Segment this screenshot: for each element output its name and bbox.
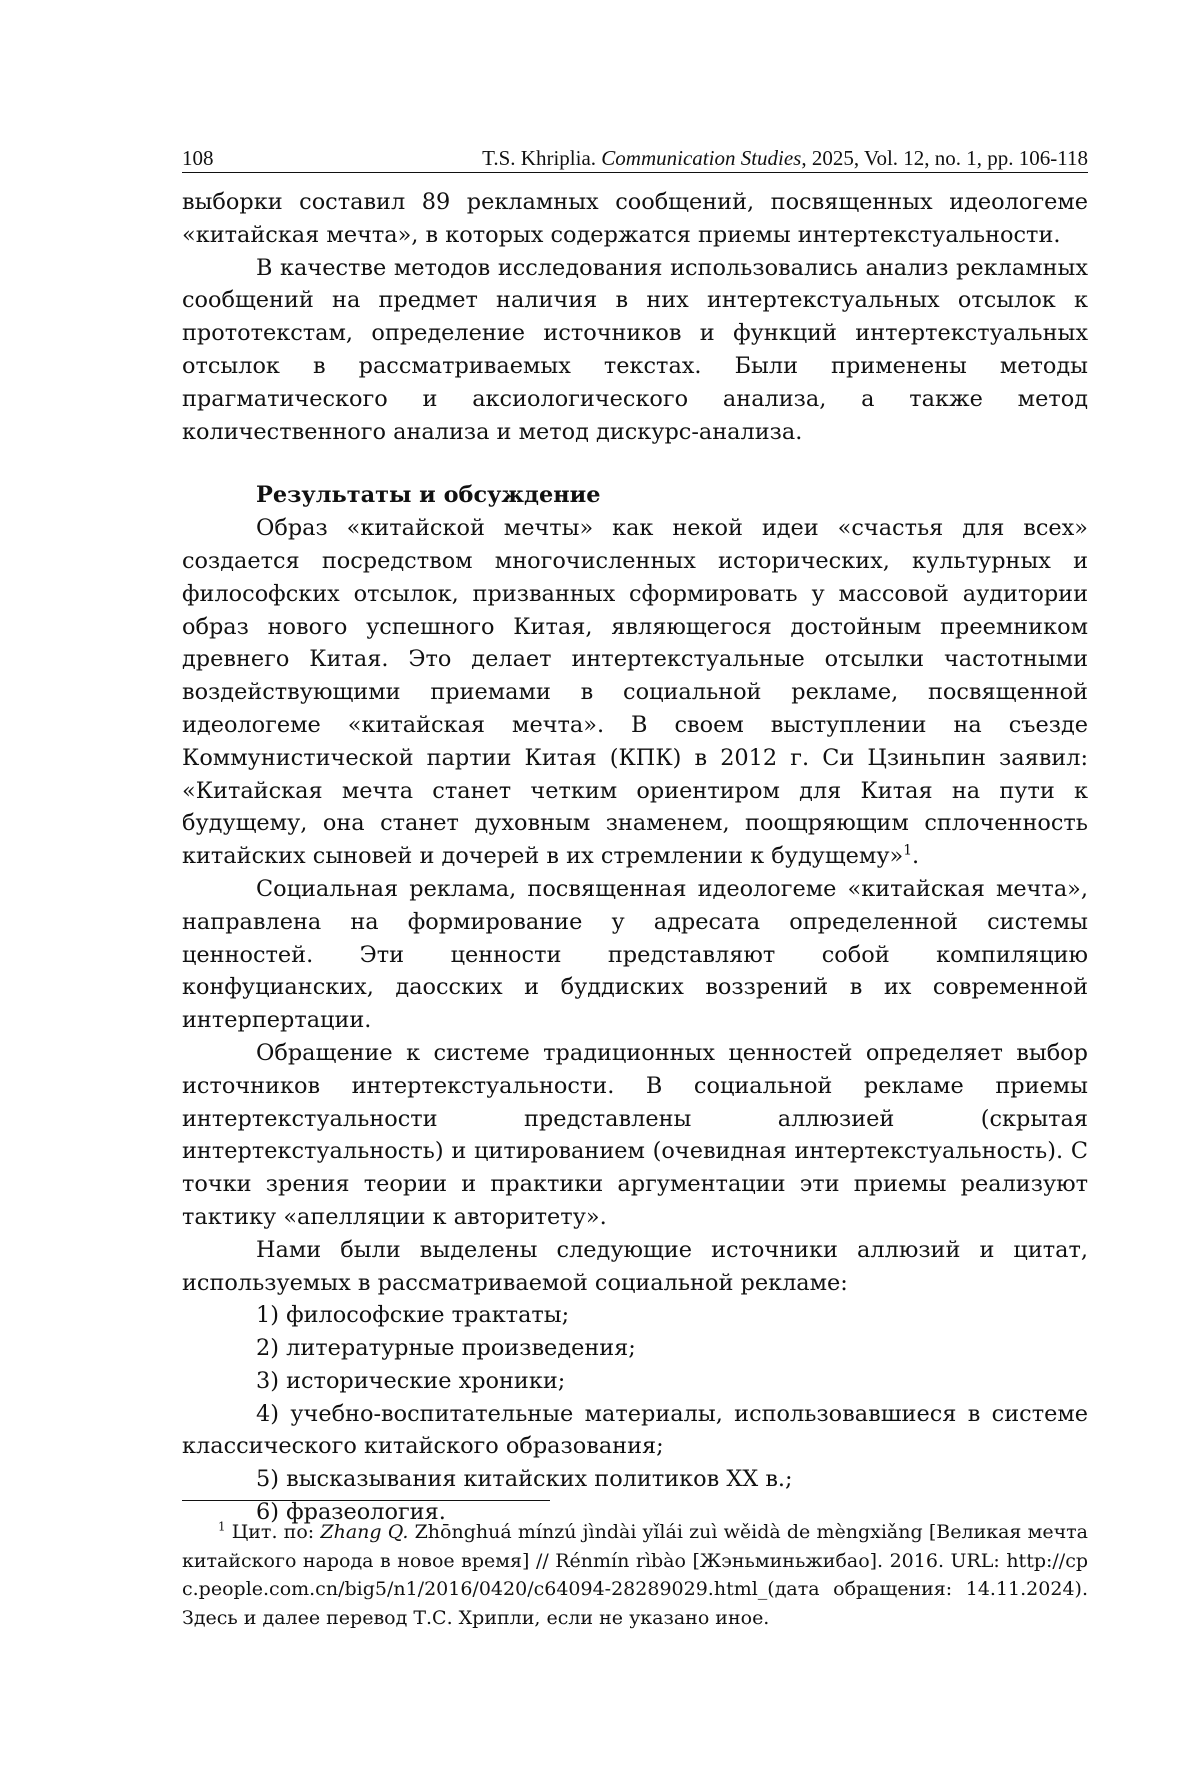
running-head [182,144,1088,172]
header-rule [182,172,1088,173]
list-item: 3) исторические хроники; [256,1367,566,1394]
paragraph-sources-intro: Нами были выделены следующие источники аллюзий и цитат, используемых в рассматриваемой социальной рекламе: [182,1236,1088,1296]
footnote [182,1518,1088,1632]
article-body [182,186,1088,1529]
list-item: 6) фразеология. [256,1499,446,1526]
footnote-author: Zhang Q. [320,1521,409,1543]
paragraph-social-ads: Социальная реклама, посвященная идеологеме «китайская мечта», направлена на формирование у адресата определенной системы ценностей. Эти ценности представляют собой компиляцию конфуцианских, даосских и буддиских воззрений в их современной интерпертации. [182,875,1088,1034]
footnote-reference[interactable]: 1 [903,842,913,859]
section-heading: Результаты и обсуждение [256,482,601,509]
footnote-lead: Цит. по: [225,1521,321,1543]
sources-list [182,1299,1088,1529]
journal-name: Communication Studies [601,146,802,170]
footnote-text: Zhōnghuá mínzú jìndài yǐlái zuì wěidà de mèngxiǎng [Великая мечта китайского народа в новое время] // Rénmín rìbào [Жэньминьжибао]. 2016. URL: http://cpc.people.com.cn/big5/n1/2016/0420/c64094-28289029.html_(дата обращения: 14.11.2024). Здесь и далее перевод Т.С. Хрипли, если не указано иное. [182,1521,1089,1629]
footnote-rule [182,1500,550,1501]
paragraph-methods: В качестве методов исследования использовались анализ рекламных сообщений на предмет наличия в них интертекстуальных отсылок к прототекстам, определение источников и функций интертекстуальных отсылок в рассматриваемых текстах. Были применены методы прагматического и аксиологического анализа, а также метод количественного анализа и метод дискурс-анализа. [182,254,1088,445]
paragraph-china-dream-end: . [912,843,920,870]
paragraph-china-dream [182,512,1088,873]
list-item: 2) литературные произведения; [256,1335,636,1362]
page-number: 108 [182,146,214,170]
list-item: 4) учебно-воспитательные материалы, использовавшиеся в системе классического китайского образования; [182,1400,1088,1460]
list-item: 5) высказывания китайских политиков XX в.; [256,1466,793,1493]
paragraph-china-dream-text: Образ «китайской мечты» как некой идеи «счастья для всех» создается посредством многочисленных исторических, культурных и философских отсылок, призванных сформировать у массовой аудитории образ нового успешного Китая, являющегося достойным преемником древнего Китая. Это делает интертекстуальные отсылки частотными воздействующими приемами в социальной рекламе, посвященной идеологеме «китайская мечта». В своем выступлении на съезде Коммунистической партии Китая (КПК) в 2012 г. Си Цзиньпин заявил: «Китайская мечта станет четким ориентиром для Китая на пути к будущему, она станет духовным знаменем, поощряющим сплоченность китайских сыновей и дочерей в их стремлении к будущему» [182,515,1088,870]
paragraph-sample-size: выборки составил 89 рекламных сообщений, посвященных идеологеме «китайская мечта», в которых содержатся приемы интертекстуальности. [182,189,1088,248]
footnote-number: 1 [218,1519,226,1534]
citation-details: , 2025, Vol. 12, no. 1, pp. 106-118 [801,146,1088,170]
paragraph-traditional-values: Обращение к системе традиционных ценностей определяет выбор источников интертекстуальности. В социальной рекламе приемы интертекстуальности представлены аллюзией (скрытая интертекстуальность) и цитированием (очевидная интертекстуальность). С точки зрения теории и практики аргументации эти приемы реализуют тактику «апелляции к авторитету». [182,1039,1088,1230]
list-item: 1) философские трактаты; [256,1302,570,1329]
citation-author: T.S. Khriplia. [482,146,597,170]
citation-line [482,144,1088,172]
